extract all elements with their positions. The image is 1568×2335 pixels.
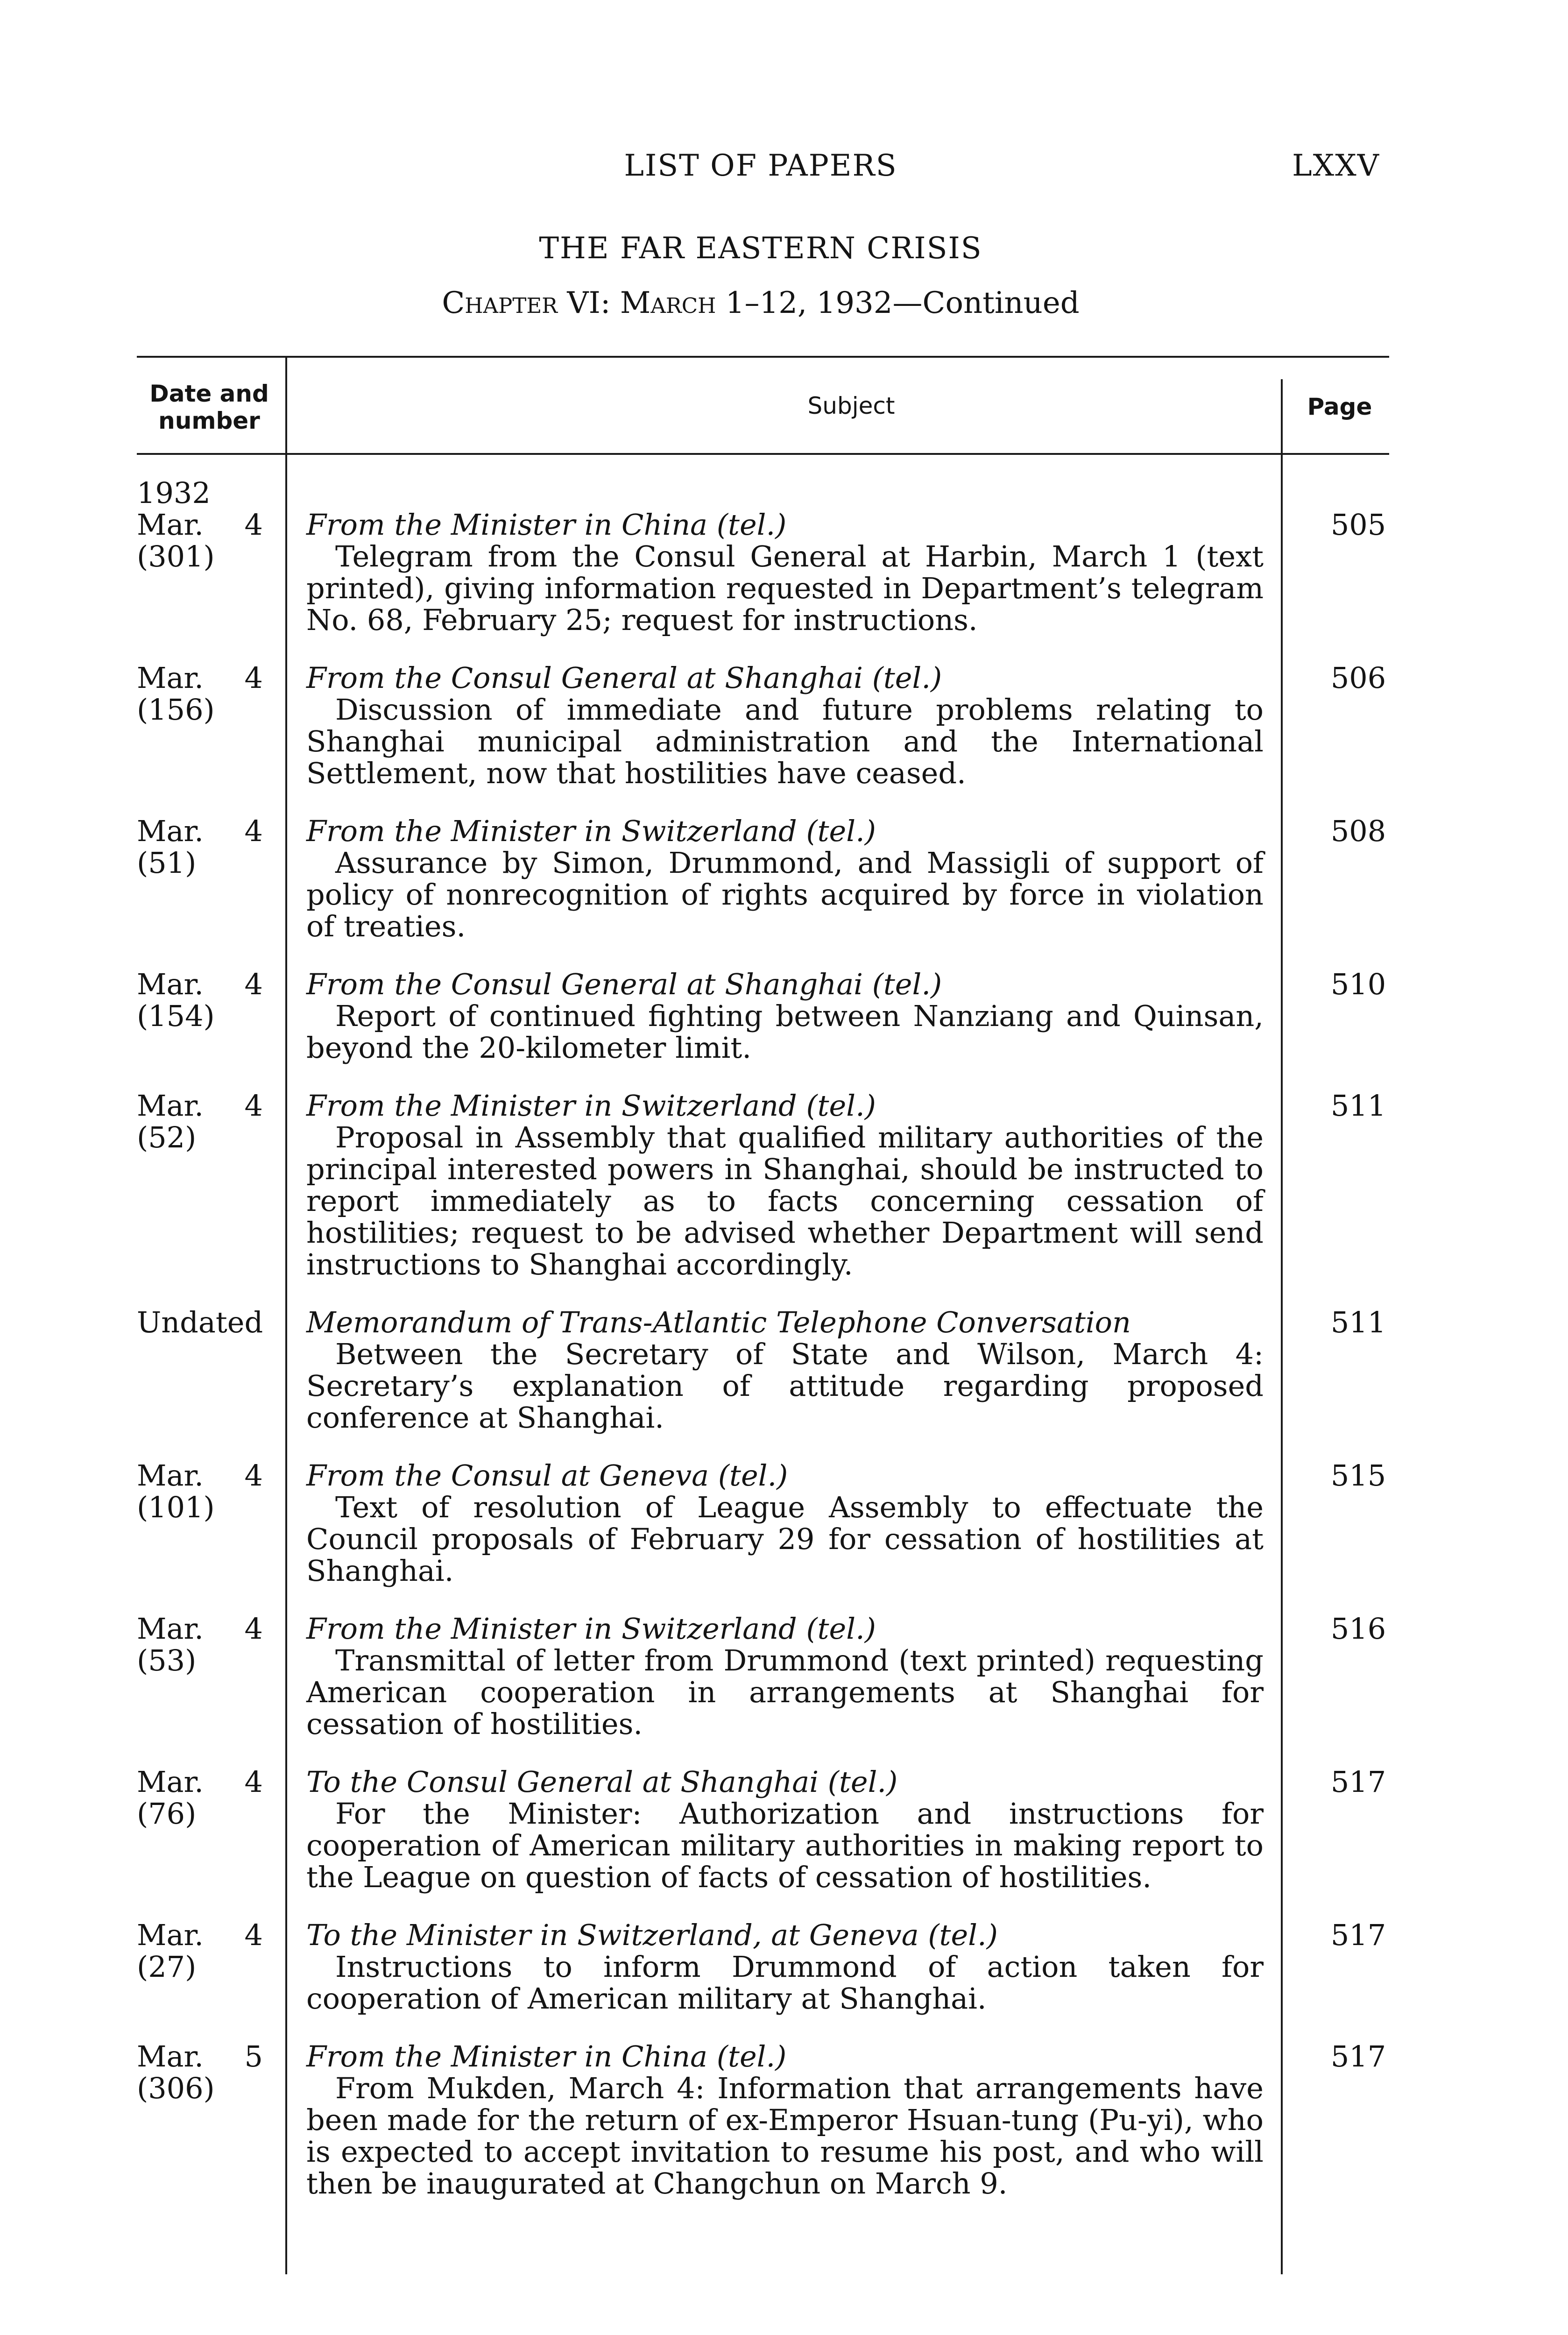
entry-text: Proposal in Assembly that qualified military authorities of the principal interested powers in Shanghai, should be instructed to report immediately as to facts concerning cessation of hostilities; request to be advised whether Department will send instructions to Shanghai accordingly. <box>306 1120 1264 1281</box>
entry-subject <box>306 1613 1264 1740</box>
running-header-title: LIST OF PAPERS <box>624 149 897 183</box>
entry-page: 517 <box>1330 2039 1386 2073</box>
entry-number: (52) <box>137 1120 197 1154</box>
entry-subject <box>306 1307 1264 1434</box>
entry-subject <box>306 815 1264 942</box>
entry-date: Mar. 4 (76) <box>137 1765 263 1831</box>
entry-text: Report of continued fighting between Nanziang and Quinsan, beyond the 20-kilometer limit. <box>306 999 1264 1065</box>
entry-subject <box>306 2041 1264 2200</box>
entry-page: 517 <box>1330 1918 1386 1952</box>
entry-page: 511 <box>1330 1305 1386 1339</box>
page-number-roman: LXXV <box>1292 149 1380 183</box>
entry-text: From Mukden, March 4: Information that arrangements have been made for the return of ex-Emperor Hsuan-tung (Pu-yi), who is expected to accept invitation to resume his post, and who will then be inaugurated at Changchun on March 9. <box>306 2071 1264 2201</box>
section-title: THE FAR EASTERN CRISIS <box>539 231 982 266</box>
entry-page: 508 <box>1330 814 1386 848</box>
entry-number: (154) <box>137 999 215 1033</box>
entry-heading: From the Minister in Switzerland (tel.) <box>306 1612 876 1646</box>
entry-text: Transmittal of letter from Drummond (text printed) requesting American cooperation in arrangements at Shanghai for cessation of hostilities. <box>306 1643 1264 1741</box>
entry-number: (301) <box>137 539 215 573</box>
entries-list <box>137 477 1389 2226</box>
entry-subject <box>306 662 1264 789</box>
entry-subject <box>306 477 1264 636</box>
table-row <box>137 969 1389 1064</box>
entry-number: (27) <box>137 1950 197 1984</box>
entry-number: (101) <box>137 1490 215 1524</box>
table-header-rule <box>137 453 1389 455</box>
entry-subject <box>306 1919 1264 2015</box>
entry-number: (53) <box>137 1643 197 1677</box>
chapter-dates: 1–12, 1932—Continued <box>725 286 1080 320</box>
table-row <box>137 1766 1389 1893</box>
table-row <box>137 1919 1389 2015</box>
chapter-number: VI: <box>567 286 611 320</box>
entry-page: 505 <box>1330 508 1386 542</box>
entry-date: Mar. 4 (154) <box>137 967 263 1033</box>
entry-text: Telegram from the Consul General at Harbin, March 1 (text printed), giving information requested in Department’s telegram No. 68, February 25; request for instructions. <box>306 539 1264 637</box>
table-row <box>137 1460 1389 1587</box>
entry-heading: From the Minister in China (tel.) <box>306 508 787 542</box>
entry-page: 516 <box>1330 1612 1386 1646</box>
entry-heading: From the Consul General at Shanghai (tel.) <box>306 661 942 695</box>
column-header-date: Date and number <box>149 380 269 434</box>
column-header-page: Page <box>1307 393 1372 420</box>
entry-heading: To the Consul General at Shanghai (tel.) <box>306 1765 898 1799</box>
entry-date: Mar. 4 (51) <box>137 814 263 880</box>
entry-text: For the Minister: Authorization and instructions for cooperation of American military authorities in making report to the League on question of facts of cessation of hostilities. <box>306 1797 1264 1894</box>
entry-number: (76) <box>137 1797 197 1831</box>
entry-heading: From the Minister in Switzerland (tel.) <box>306 1089 876 1123</box>
entry-date: Mar. 4 (27) <box>137 1918 263 1984</box>
entry-number: (156) <box>137 693 215 727</box>
entry-page: 506 <box>1330 661 1386 695</box>
entry-number: (306) <box>137 2071 215 2105</box>
entry-heading: Memorandum of Trans-Atlantic Telephone Conversation <box>306 1305 1131 1339</box>
entry-date: Mar. 4 (52) <box>137 1089 263 1154</box>
entry-heading: From the Consul at Geneva (tel.) <box>306 1458 788 1493</box>
entry-undated: Undated <box>137 1305 263 1339</box>
entry-date: Mar. 4 (53) <box>137 1612 263 1677</box>
column-header-subject: Subject <box>807 392 895 419</box>
entry-year: 1932 <box>137 476 211 510</box>
entry-page: 511 <box>1330 1089 1386 1123</box>
entry-text: Instructions to inform Drummond of action taken for cooperation of American military at Shanghai. <box>306 1950 1264 2016</box>
entry-subject <box>306 1766 1264 1893</box>
table-row <box>137 1613 1389 1740</box>
entry-number: (51) <box>137 846 197 880</box>
entry-page: 515 <box>1330 1458 1386 1493</box>
entry-subject <box>306 1090 1264 1281</box>
entry-date: Mar. 5 (306) <box>137 2039 263 2105</box>
table-row <box>137 1090 1389 1281</box>
table-row <box>137 1307 1389 1434</box>
table-top-rule <box>137 356 1389 358</box>
chapter-label: Chapter <box>442 286 558 320</box>
entry-date: Mar. 4 (156) <box>137 661 263 727</box>
entry-heading: From the Minister in China (tel.) <box>306 2039 787 2073</box>
table-row <box>137 477 1389 636</box>
entry-text: Assurance by Simon, Drummond, and Massigli of support of policy of nonrecognition of rights acquired by force in violation of treaties. <box>306 846 1264 943</box>
entry-page: 517 <box>1330 1765 1386 1799</box>
table-row <box>137 662 1389 789</box>
entry-page: 510 <box>1330 967 1386 1001</box>
entry-subject <box>306 1460 1264 1587</box>
entry-subject <box>306 969 1264 1064</box>
table-row <box>137 2041 1389 2200</box>
entry-text: Discussion of immediate and future problems relating to Shanghai municipal administration and the International Settlement, now that hostilities have ceased. <box>306 693 1264 790</box>
entry-heading: From the Minister in Switzerland (tel.) <box>306 814 876 848</box>
table-row <box>137 815 1389 942</box>
chapter-month: March <box>620 286 716 320</box>
entry-heading: From the Consul General at Shanghai (tel.) <box>306 967 942 1001</box>
entry-heading: To the Minister in Switzerland, at Geneva (tel.) <box>306 1918 998 1952</box>
entry-date <box>137 1307 263 1338</box>
entry-text: Text of resolution of League Assembly to effectuate the Council proposals of February 29 for cessation of hostilities at Shanghai. <box>306 1490 1264 1588</box>
papers-table <box>137 356 1389 2274</box>
entry-date: 1932 Mar. 4 (301) <box>137 476 263 573</box>
entry-date: Mar. 4 (101) <box>137 1458 263 1524</box>
entry-text: Between the Secretary of State and Wilson, March 4: Secretary’s explanation of attitude regarding proposed conference at Shanghai. <box>306 1337 1264 1435</box>
chapter-subtitle <box>0 286 1521 320</box>
